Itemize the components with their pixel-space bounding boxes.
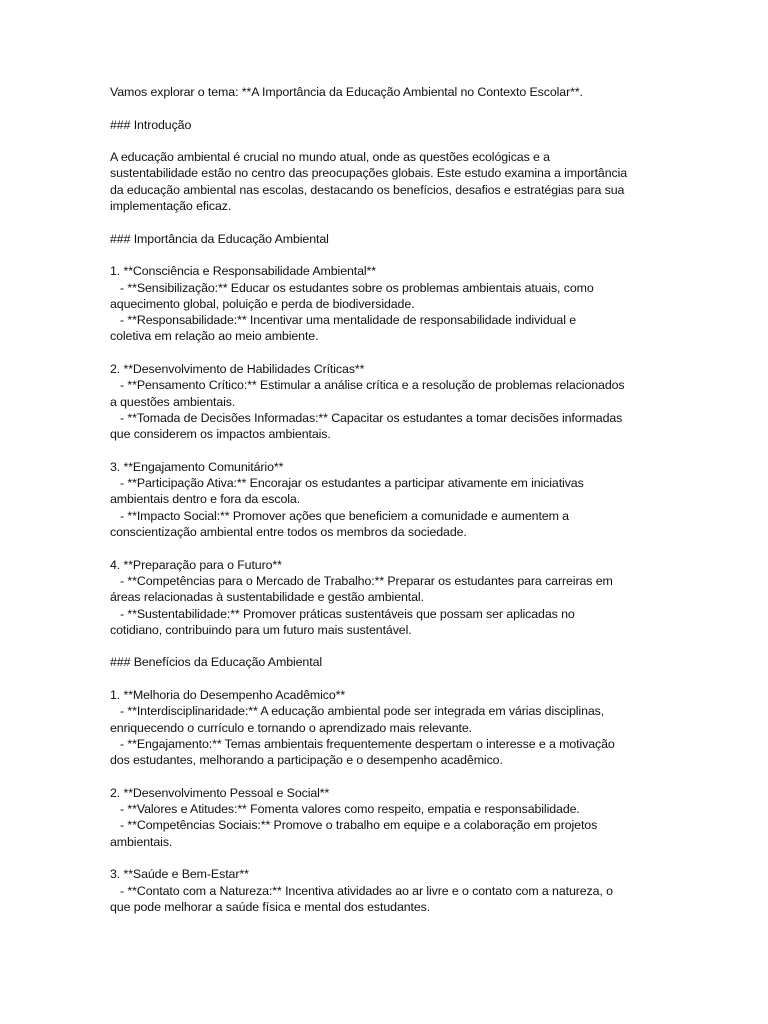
document-paragraph	[110, 459, 662, 540]
text-line: cotidiano, contribuindo para um futuro mais sustentável.	[110, 622, 412, 637]
document-paragraph	[110, 263, 662, 344]
document-paragraph	[110, 687, 662, 768]
text-line: 1. **Consciência e Responsabilidade Ambiental**	[110, 264, 377, 279]
text-line: 2. **Desenvolvimento Pessoal e Social**	[110, 785, 330, 800]
text-line: 3. **Saúde e Bem-Estar**	[110, 867, 249, 882]
text-line: A educação ambiental é crucial no mundo atual, onde as questões ecológicas e a	[110, 150, 550, 165]
text-line: que pode melhorar a saúde física e mental dos estudantes.	[110, 899, 431, 914]
text-line: - **Pensamento Crítico:** Estimular a análise crítica e a resolução de problemas relacionados	[110, 378, 625, 393]
text-line: ### Importância da Educação Ambiental	[110, 231, 329, 246]
text-line: conscientização ambiental entre todos os membros da sociedade.	[110, 525, 467, 540]
section-heading	[110, 231, 662, 247]
text-line: - **Impacto Social:** Promover ações que beneficiem a comunidade e aumentem a	[110, 508, 569, 523]
document-body	[110, 84, 662, 931]
text-line: coletiva em relação ao meio ambiente.	[110, 329, 319, 344]
text-line: sustentabilidade estão no centro das preocupações globais. Este estudo examina a importância	[110, 166, 628, 181]
text-line: enriquecendo o currículo e tornando o aprendizado mais relevante.	[110, 720, 473, 735]
text-line: 4. **Preparação para o Futuro**	[110, 557, 282, 572]
text-line: - **Tomada de Decisões Informadas:** Capacitar os estudantes a tomar decisões informadas	[110, 410, 623, 425]
text-line: ### Introdução	[110, 117, 192, 132]
text-line: - **Competências para o Mercado de Trabalho:** Preparar os estudantes para carreiras em	[110, 573, 613, 588]
text-line: Vamos explorar o tema: **A Importância da Educação Ambiental no Contexto Escolar**.	[110, 85, 583, 99]
text-line: que considerem os impactos ambientais.	[110, 427, 331, 442]
text-line: - **Sensibilização:** Educar os estudantes sobre os problemas ambientais atuais, como	[110, 280, 594, 295]
section-heading	[110, 654, 662, 670]
text-line: ambientais dentro e fora da escola.	[110, 492, 301, 507]
section-heading	[110, 117, 662, 133]
document-paragraph	[110, 866, 662, 915]
text-line: a questões ambientais.	[110, 394, 236, 409]
text-line: da educação ambiental nas escolas, destacando os benefícios, desafios e estratégias para sua	[110, 182, 625, 197]
text-line: - **Responsabilidade:** Incentivar uma mentalidade de responsabilidade individual e	[110, 313, 576, 328]
text-line: ambientais.	[110, 834, 173, 849]
document-paragraph	[110, 84, 662, 100]
text-line: - **Interdisciplinaridade:** A educação ambiental pode ser integrada em várias disciplinas,	[110, 704, 605, 719]
text-line: implementação eficaz.	[110, 199, 232, 214]
text-line: 1. **Melhoria do Desempenho Acadêmico**	[110, 687, 346, 702]
document-paragraph	[110, 557, 662, 638]
text-line: - **Sustentabilidade:** Promover práticas sustentáveis que possam ser aplicadas no	[110, 606, 575, 621]
text-line: áreas relacionadas à sustentabilidade e gestão ambiental.	[110, 590, 424, 605]
document-paragraph	[110, 785, 662, 850]
text-line: 3. **Engajamento Comunitário**	[110, 459, 284, 474]
text-line: aquecimento global, poluição e perda de biodiversidade.	[110, 296, 415, 311]
text-line: - **Participação Ativa:** Encorajar os estudantes a participar ativamente em iniciativas	[110, 476, 584, 491]
text-line: ### Benefícios da Educação Ambiental	[110, 655, 323, 670]
document-paragraph	[110, 361, 662, 442]
text-line: - **Competências Sociais:** Promove o trabalho em equipe e a colaboração em projetos	[110, 818, 598, 833]
text-line: - **Contato com a Natureza:** Incentiva atividades ao ar livre e o contato com a natureza, o	[110, 883, 613, 898]
document-paragraph	[110, 149, 662, 214]
text-line: dos estudantes, melhorando a participação e o desempenho acadêmico.	[110, 753, 503, 768]
text-line: - **Engajamento:** Temas ambientais frequentemente despertam o interesse e a motivação	[110, 736, 615, 751]
text-line: 2. **Desenvolvimento de Habilidades Críticas**	[110, 362, 365, 377]
text-line: - **Valores e Atitudes:** Fomenta valores como respeito, empatia e responsabilidade.	[110, 802, 580, 817]
